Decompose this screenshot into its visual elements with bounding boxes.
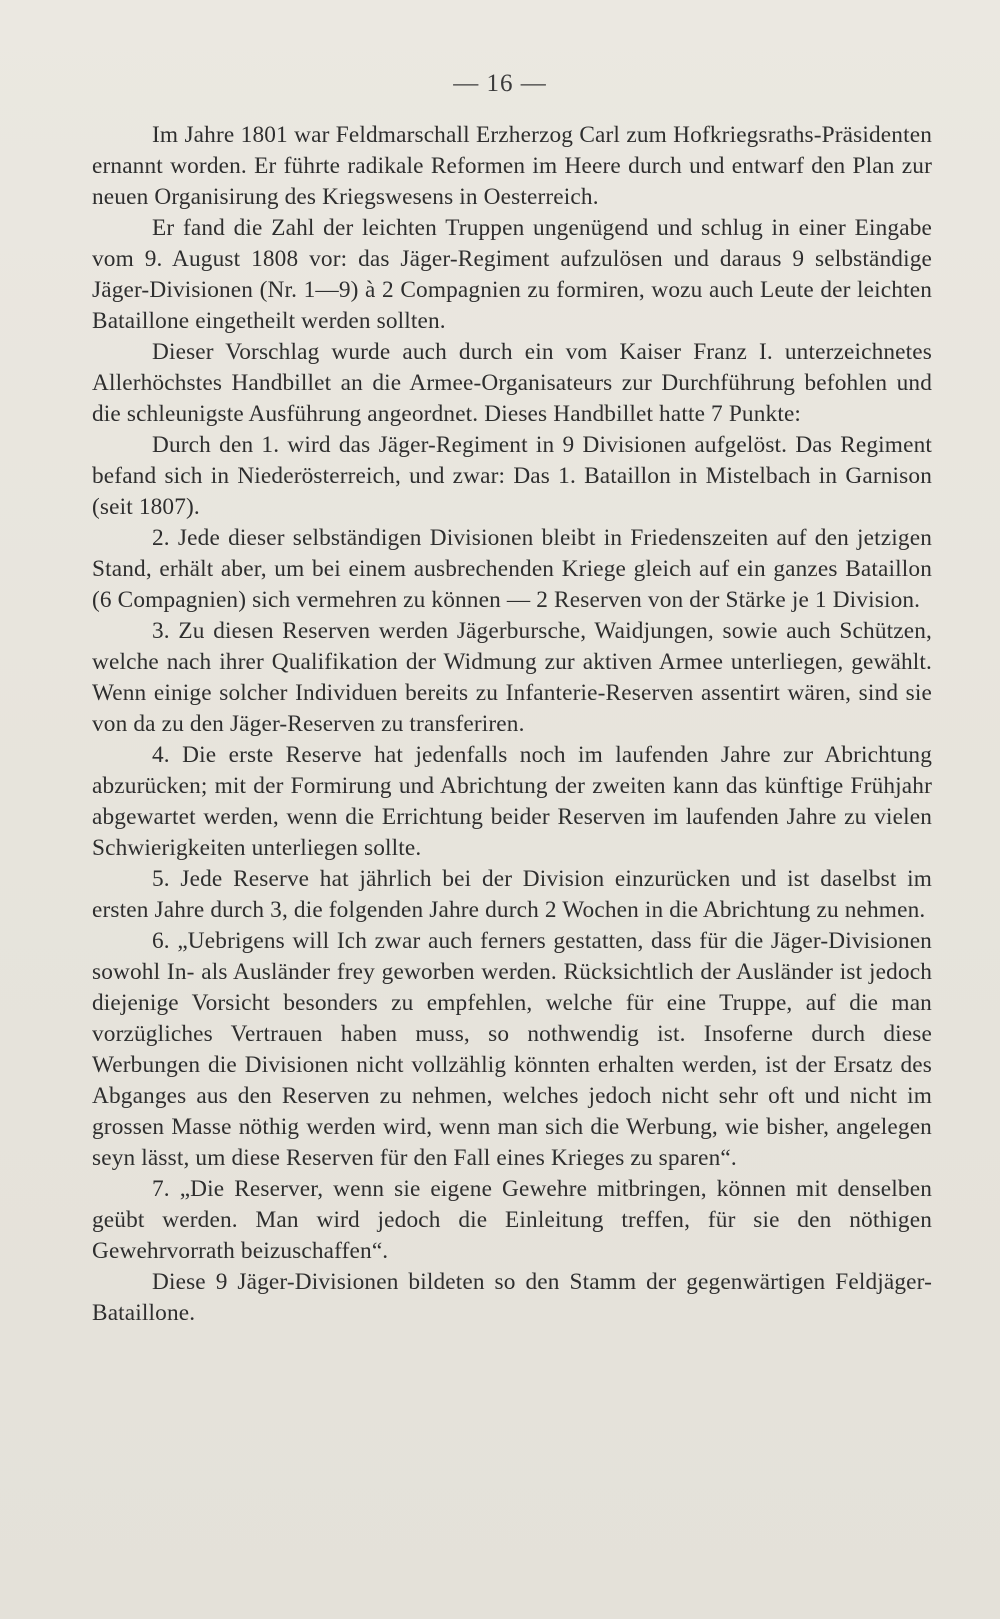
body-text — [92, 120, 932, 1329]
paragraph: 6. „Uebrigens will Ich zwar auch ferners gestatten, dass für die Jäger-Divisionen sowohl In- als Ausländer frey geworben werden. Rücksichtlich der Ausländer ist jedoch diejenige Vorsicht besonders zu empfehlen, welche für eine Truppe, auf die man vorzügliches Vertrauen haben muss, so nothwendig ist. Insoferne durch diese Werbungen die Divisionen nicht vollzählig könnten erhalten werden, ist der Ersatz des Abganges aus den Reserven zu nehmen, welches jedoch nicht sehr oft und nicht im grossen Masse nöthig werden wird, wenn man sich die Werbung, wie bisher, angelegen seyn lässt, um diese Reserven für den Fall eines Krieges zu sparen“. — [92, 928, 932, 1171]
paragraph: Durch den 1. wird das Jäger-Regiment in 9 Divisionen aufgelöst. Das Regiment befand sich in Niederösterreich, und zwar: Das 1. Bataillon in Mistelbach in Garnison (seit 1807). — [92, 432, 932, 520]
paragraph: 4. Die erste Reserve hat jedenfalls noch im laufenden Jahre zur Abrichtung abzurücken; mit der Formirung und Abrichtung der zweiten kann das künftige Frühjahr abgewartet werden, wenn die Errichtung beider Reserven im laufenden Jahre zu vielen Schwierigkeiten unterliegen sollte. — [92, 742, 932, 861]
paragraph: Dieser Vorschlag wurde auch durch ein vom Kaiser Franz I. unterzeichnetes Allerhöchstes Handbillet an die Armee-Organisateurs zur Durchführung befohlen und die schleunigste Ausführung angeordnet. Dieses Handbillet hatte 7 Punkte: — [92, 339, 932, 427]
paragraph: 5. Jede Reserve hat jährlich bei der Division einzurücken und ist daselbst im ersten Jahre durch 3, die folgenden Jahre durch 2 Wochen in die Abrichtung zu nehmen. — [92, 866, 932, 923]
paragraph: Er fand die Zahl der leichten Truppen ungenügend und schlug in einer Eingabe vom 9. August 1808 vor: das Jäger-Regiment aufzulösen und daraus 9 selbständige Jäger-Divisionen (Nr. 1—9) à 2 Compagnien zu formiren, wozu auch Leute der leichten Bataillone eingetheilt werden sollten. — [92, 215, 932, 334]
paragraph: Diese 9 Jäger-Divisionen bildeten so den Stamm der gegenwärtigen Feldjäger-Bataillone. — [92, 1269, 932, 1326]
paragraph: 7. „Die Reserver, wenn sie eigene Gewehre mitbringen, können mit denselben geübt werden. Man wird jedoch die Einleitung treffen, für sie den nöthigen Gewehrvorrath beizuschaffen“. — [92, 1176, 932, 1264]
page-number: — 16 — — [453, 70, 547, 97]
paragraph: Im Jahre 1801 war Feldmarschall Erzherzog Carl zum Hofkriegsraths-Präsidenten ernannt worden. Er führte radikale Reformen im Heere durch und entwarf den Plan zur neuen Organisirung des Kriegswesens in Oesterreich. — [92, 122, 932, 210]
paragraph: 3. Zu diesen Reserven werden Jägerbursche, Waidjungen, sowie auch Schützen, welche nach ihrer Qualifikation der Widmung zur aktiven Armee unterliegen, gewählt. Wenn einige solcher Individuen bereits zu Infanterie-Reserven assentirt wären, sind sie von da zu den Jäger-Reserven zu transferiren. — [92, 618, 932, 737]
paragraph: 2. Jede dieser selbständigen Divisionen bleibt in Friedenszeiten auf den jetzigen Stand, erhält aber, um bei einem ausbrechenden Kriege gleich auf ein ganzes Bataillon (6 Compagnien) sich vermehren zu können — 2 Reserven von der Stärke je 1 Division. — [92, 525, 932, 613]
